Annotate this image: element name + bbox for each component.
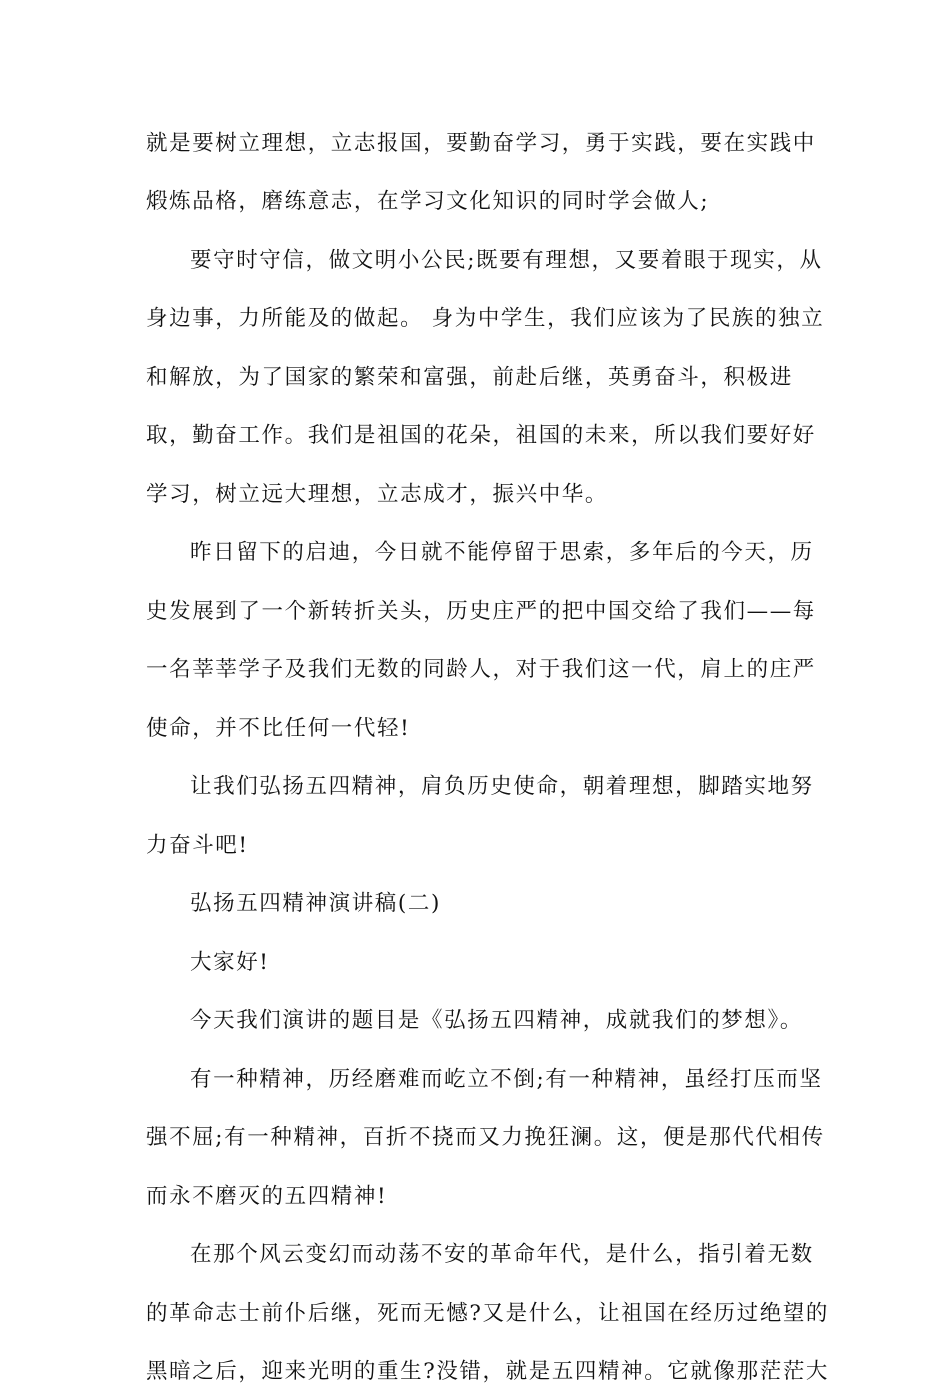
text-line: 今天我们演讲的题目是《弘扬五四精神，成就我们的梦想》。 (190, 1008, 803, 1033)
text-line: 取，勤奋工作。我们是祖国的花朵，祖国的未来，所以我们要好好 (146, 423, 816, 448)
text-line: 昨日留下的启迪，今日就不能停留于思索，多年后的今天，历 (190, 540, 814, 565)
text-line: 煅炼品格，磨练意志，在学习文化知识的同时学会做人; (146, 189, 710, 214)
text-line: 在那个风云变幻而动荡不安的革命年代，是什么，指引着无数 (190, 1242, 814, 1267)
text-line: 就是要树立理想，立志报国，要勤奋学习，勇于实践，要在实践中 (146, 131, 816, 156)
text-line: 力奋斗吧! (146, 833, 249, 858)
text-line: 大家好! (190, 950, 270, 975)
text-line: 使命，并不比任何一代轻! (146, 716, 411, 741)
text-line: 身边事，力所能及的做起。 身为中学生，我们应该为了民族的独立 (146, 306, 825, 331)
section-heading: 弘扬五四精神演讲稿(二) (190, 891, 441, 916)
text-line: 有一种精神，历经磨难而屹立不倒;有一种精神，虽经打压而坚 (190, 1067, 823, 1092)
text-line: 的革命志士前仆后继，死而无憾?又是什么，让祖国在经历过绝望的 (146, 1301, 830, 1326)
text-line: 黑暗之后，迎来光明的重生?没错，就是五四精神。它就像那茫茫大 (146, 1359, 830, 1384)
text-line: 和解放，为了国家的繁荣和富强，前赴后继，英勇奋斗，积极进 (146, 365, 793, 390)
text-line: 让我们弘扬五四精神，肩负历史使命，朝着理想，脚踏实地努 (190, 774, 814, 799)
text-line: 一名莘莘学子及我们无数的同龄人，对于我们这一代，肩上的庄严 (146, 657, 816, 682)
text-line: 史发展到了一个新转折关头，历史庄严的把中国交给了我们——每 (146, 599, 816, 624)
text-line: 强不屈;有一种精神，百折不挠而又力挽狂澜。这，便是那代代相传 (146, 1125, 825, 1150)
text-line: 学习，树立远大理想，立志成才，振兴中华。 (146, 482, 609, 507)
text-line: 要守时守信，做文明小公民;既要有理想，又要着眼于现实，从 (190, 248, 823, 273)
text-line: 而永不磨灭的五四精神! (146, 1184, 388, 1209)
